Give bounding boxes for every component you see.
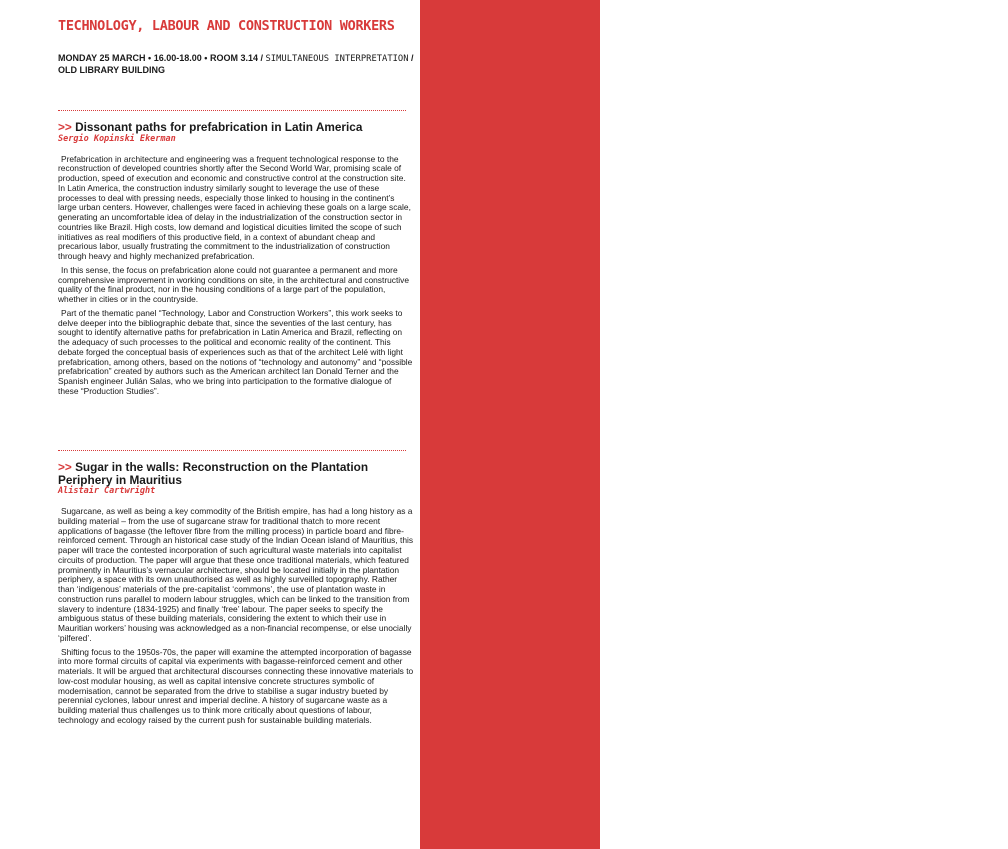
article-sugar <box>58 461 414 730</box>
article-author: Alistair Cartwright <box>58 486 156 496</box>
bio-ekerman <box>848 128 1008 245</box>
article-prefabrication <box>58 121 414 401</box>
meta-slash: / <box>260 53 263 63</box>
session-room: ROOM 3.14 <box>209 53 258 63</box>
section-title: TECHNOLOGY, LABOUR AND CONSTRUCTION WORKERS <box>58 18 395 34</box>
chevron-marker: >> <box>58 460 72 474</box>
session-date: MONDAY 25 MARCH <box>58 53 146 63</box>
article-title-text: Sugar in the walls: Reconstruction on the Plantation Periphery in Mauritius <box>58 460 369 487</box>
divider <box>58 450 406 451</box>
meta-slash: / <box>411 53 414 63</box>
meta-bullet: • <box>148 53 152 63</box>
bio-cartwright <box>848 255 1008 372</box>
article-paragraph: Prefabrication in architecture and engineering was a frequent technological response to the reconstruction of developed countries shortly after the Second World War, promising scale of production, speed of execution and economic and constructive control at the construction site. In Latin America, the construction industry similarly sought to leverage the use of these processes to deal with pressing needs, especially those linked to housing in the continent’s large urban centers. However, challenges were faced in achieving these goals on a large scale, generating an uncomfortable idea of delay in the industrialization of the construction sector in countries like Brazil. High costs, low demand and logistical dicuities limited the scope of such initiatives as real modifiers of this productive field, in a context of abundant cheap and precarious labor, usually frustrating the commitment to the industrialization of construction through heavy and highly mechanized prefabrication. <box>58 153 411 261</box>
article-author: Sergio Kopinski Ekerman <box>58 133 176 144</box>
article-paragraph: In this sense, the focus on prefabrication alone could not guarantee a permanent and more comprehensive improvement in working conditions on site, in the architectural and constructive quality of the final product, nor in the housing conditions of a large part of the population, whether in cities or in the countryside. <box>58 264 409 304</box>
sidebar-panel <box>420 0 1003 849</box>
meta-bullet: • <box>204 53 208 63</box>
chevron-marker: >> <box>58 120 72 134</box>
page-number: 31 <box>960 816 974 830</box>
session-meta <box>58 53 418 75</box>
session-time: 16.00-18.00 <box>153 53 202 63</box>
session-venue: OLD LIBRARY BUILDING <box>58 64 165 75</box>
bio-name: SERGIO EKERMAN <box>848 129 921 139</box>
divider <box>58 110 406 111</box>
bio-name: ALISTAIR CARTWRIGHT’S <box>848 255 957 266</box>
session-number: 01 <box>882 19 950 77</box>
session-mode: SIMULTANEOUS INTERPRETATION <box>265 54 409 64</box>
bio-text: is an architect and Associate Professor at Faculdade de Arquitetura da Universidade Federal da Bahia (FAUFBA) since 2011, teaching design studios and technology topics, with a research focus on light prefabrication. He also collaborates with the post graduate course in architectural heritage and served as the school dean between 2020 and 2024 <box>848 128 1000 244</box>
speaker-bios <box>848 128 1008 381</box>
article-paragraph: Sugarcane, as well as being a key commodity of the British empire, has had a long history as a building material – from the use of sugarcane straw for traditional thatch to more recent applications of bagasse (the leftover fibre from the milling process) in particle board and fibre-reinforced cement. Through an historical case study of the Indian Ocean island of Mauritius, this paper will trace the contested incorporation of such agricultural waste materials into capitalist circuits of production. The paper will argue that these once traditional materials, which featured prominently in Mauritius’s vernacular architecture, should be located initially in the plantation periphery, a space with its own unauthorised as well as highly surveilled topography. Rather than ‘indigenous’ materials of the pre-capitalist ‘commons’, the use of plantation waste in construction runs parallel to modern labour struggles, which can be linked to the transition from slavery to indenture (1834-1925) and finally ‘free’ labour. The paper seeks to specify the ambiguous status of these building materials, considering the extent to which their use in Mauritian workers’ housing was acknowledged as a non-financial recompense, or else unocially ‘pilfered’. <box>58 506 414 643</box>
article-title <box>58 461 414 486</box>
article-title-text: Dissonant paths for prefabrication in Latin America <box>75 120 363 134</box>
bio-text: work focuses on the contested afterlives of built spaces. He has written mostly about ‘rented rooms’ in Postwar London, including the politics of race and class and the history of building regulations. His current research, supported by a Leverhulme Early Career Fellowship, examines post-disaster reconstruction in Mauritius during decolonisation. <box>848 254 1003 371</box>
article-paragraph: Shifting focus to the 1950s-70s, the paper will examine the attempted incorporation of bagasse into more formal circuits of capital via experiments with bagasse-reinforced cement and other materials. It will be argued that architectural discourses connecting these innovative materials to low-cost modular housing, as well as capital intensive concrete structures symbolic of modernisation, cannot be separated from the drive to stabilise a sugar industry bueted by perennial cyclones, labour unrest and imperial decline. A history of sugarcane waste as a building material thus challenges us to think more critically about questions of labour, technology and ecology raised by the current push for sustainable building materials. <box>58 646 414 725</box>
article-title <box>58 121 414 134</box>
article-paragraph: Part of the thematic panel “Technology, Labor and Construction Workers”, this work seeks to delve deeper into the bibliographic debate that, since the seventies of the last century, has sought to identify alternative paths for prefabrication in Latin America and Brazil, reflecting on the adequacy of such processes to the political and economic reality of the continent. This debate forged the conceptual basis of experiences such as that of the architect Lelé with light prefabrication, among others, based on the notions of “technology and autonomy” and “possible prefabrication” created by authors such as the American architect Ian Donald Terner and the Spanish engineer Julián Salas, who we bring into participation to the formative dialogue of these “Production Studies”. <box>58 307 413 396</box>
